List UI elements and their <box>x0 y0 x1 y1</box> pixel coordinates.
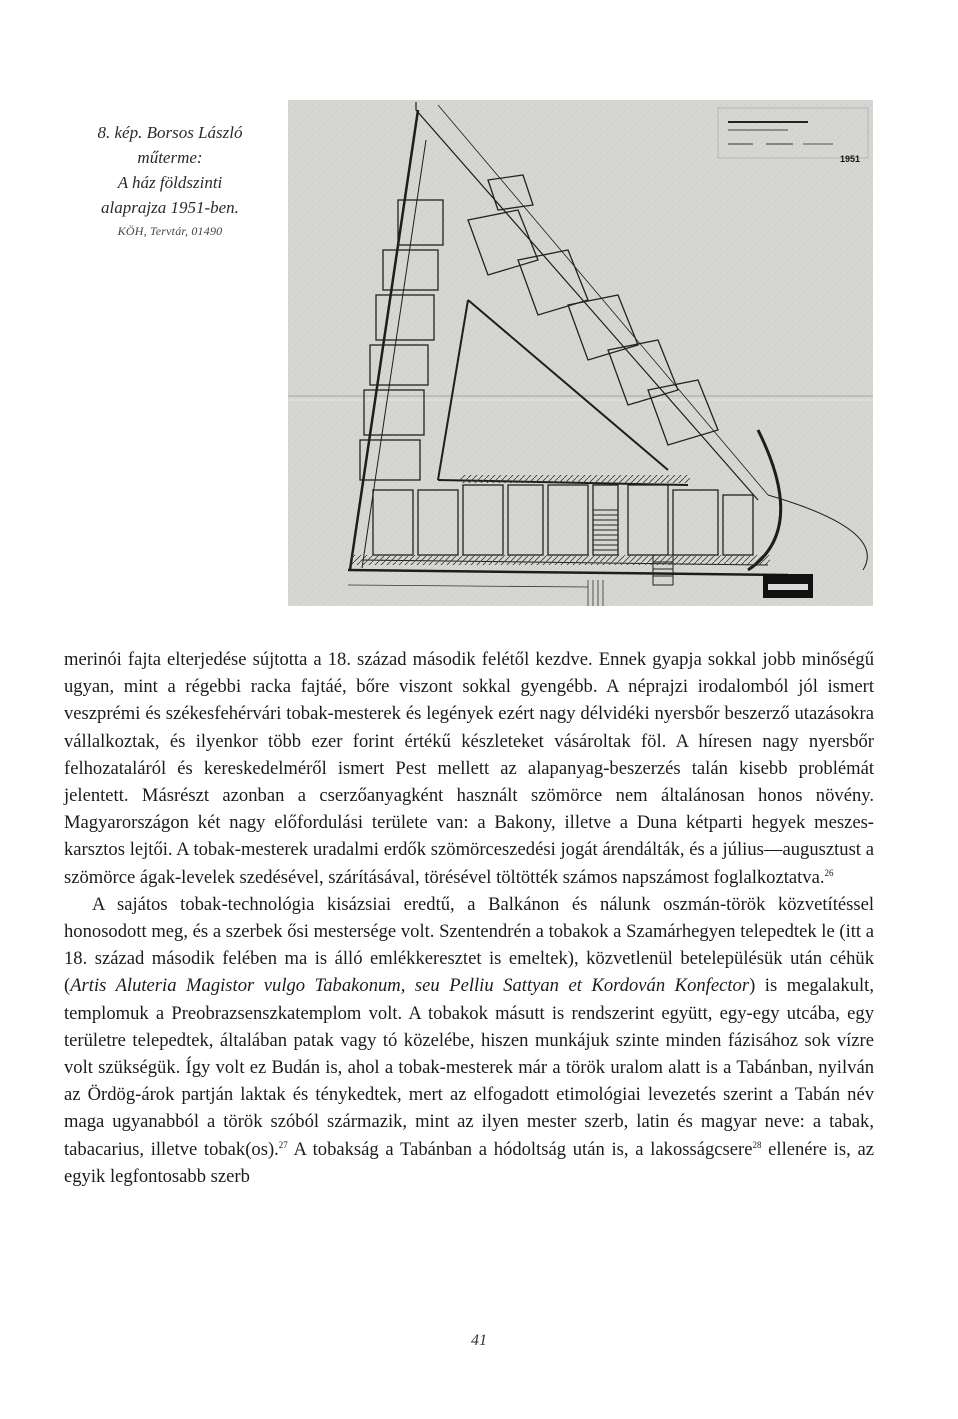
footnote-ref-26[interactable]: 26 <box>824 867 834 878</box>
paragraph-2-text-b: ) is megalakult, templomuk a Preobrazsenszkatemplom volt. A tobakok másutt is rendszerint együtt, egy-egy utcába, egy területre telepedtek, általában patak vagy tó közelébe, hiszen munkájuk szinte minden fázisához sok vízre volt szükségük. Így volt ez Budán is, ahol a tobak-mesterek már a török uralom alatt is a Tabánban, nyilván az Ördög-árok partján laktak és ténykedtek, mert az elfogadott etimológiai levezetés szerint a Tabán név maga ugyanabból a török szóból származik, mint az ilyen mester szerb, latin és magyar neve: a tabak, tabacarius, illetve tobak(os). <box>64 975 874 1160</box>
figure-caption <box>70 120 270 242</box>
page-number: 41 <box>471 1332 487 1349</box>
paragraph-1 <box>64 646 874 891</box>
caption-source: KÖH, Tervtár, 01490 <box>117 224 223 238</box>
caption-line-4: alaprajza 1951-ben. <box>101 198 239 217</box>
caption-line-1: 8. kép. Borsos László <box>97 123 243 142</box>
paragraph-1-text: merinói fajta elterjedése sújtotta a 18. század második felétől kezdve. Ennek gyapja sokkal jobb minőségű ugyan, mint a régebbi racka fajtáé, bőre viszont sokkal gyengébb. A néprajzi irodalomból jól ismert veszprémi és székesfehérvári tobak-mesterek és legények ezért nagy délvidéki nyersbőr beszerző utazásokra vállalkoztak, és ilyenkor több ezer forint értékű készleteket vásároltak föl. A híresen nagy nyersbőr felhozataláról és kereskedelméről ismert Pest mellett az alapanyag-beszerzés talán kisebb problémát jelentett. Másrészt azonban a cserzőanyagként használt szömörce nem általánosan honos növény. Magyarországon két nagy előfordulási területe van: a Bakony, illetve a Duna kétparti hegyek meszes-karsztos lejtői. A tobak-mesterek uradalmi erdők szömörceszedési jogát árendálták, és a július—augusztust a szömörce ágak-levelek szedésével, szárításával, törésével töltötték számos napszámost foglalkoztatva. <box>64 649 874 888</box>
floor-plan-image <box>288 100 873 606</box>
paragraph-2-text-a: A sajátos tobak-technológia kisázsiai eredtű, a Balkánon és nálunk oszmán-török közvetítéssel honosodott meg, és a szerbek ősi mestersége volt. Szentendrén a tobakok a Szamárhegyen telepedtek le (itt a 18. század második felében ma is álló emlékkeresztet is emeltek), közvetlenül betelepülésük után céhük ( <box>64 893 874 997</box>
legend-box <box>763 574 813 598</box>
stamp-year: 1951 <box>840 154 861 164</box>
caption-line-3: A ház földszinti <box>117 173 223 192</box>
paragraph-2-text-c: A tobakság a Tabánban a hódoltság után is, a lakosságcsere <box>287 1138 753 1160</box>
floor-plan-drawing <box>288 100 873 606</box>
paragraph-2-text-d: ellenére is, az egyik legfontosabb szerb <box>64 1138 874 1187</box>
body-text <box>64 646 874 1190</box>
footnote-ref-27[interactable]: 27 <box>278 1139 288 1150</box>
caption-line-2: műterme: <box>137 148 203 167</box>
paragraph-2-latin: Artis Aluteria Magistor vulgo Tabakonum, seu Pelliu Sattyan et Kordován Konfector <box>70 975 750 997</box>
footnote-ref-28[interactable]: 28 <box>752 1139 762 1150</box>
paragraph-2 <box>64 891 874 1190</box>
